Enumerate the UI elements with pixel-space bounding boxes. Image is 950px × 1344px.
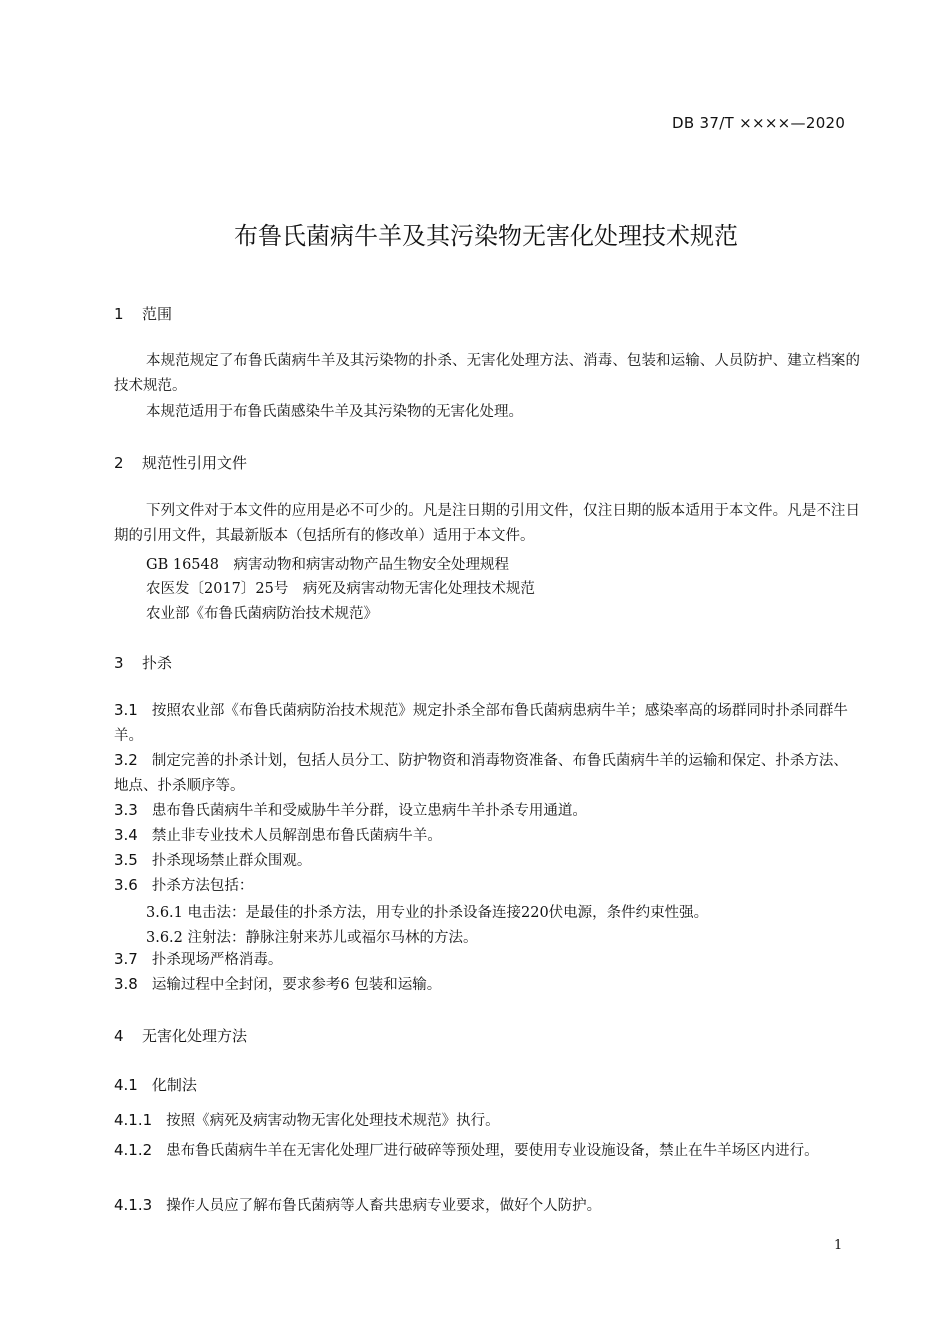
scope-paragraph: 本规范规定了布鲁氏菌病牛羊及其污染物的扑杀、无害化处理方法、消毒、包装和运输、人员防护、建立档案的技术规范。 <box>114 353 860 394</box>
document-title: 布鲁氏菌病牛羊及其污染物无害化处理技术规范 <box>234 222 738 250</box>
clause-number: 3.7 <box>114 950 138 968</box>
clause-text: 患布鲁氏菌病牛羊在无害化处理厂进行破碎等预处理，要使用专业设施设备，禁止在牛羊场区内进行。 <box>166 1143 819 1159</box>
section-4-heading <box>114 1025 247 1046</box>
section-1-heading <box>114 303 172 324</box>
clause-3-2 <box>114 748 860 799</box>
clause-3-5 <box>114 848 860 874</box>
section-title: 规范性引用文件 <box>142 454 248 472</box>
document-code: DB 37/T ××××—2020 <box>672 114 846 132</box>
clause-number: 3.6 <box>114 876 138 894</box>
reference-item: 农医发〔2017〕25号 病死及病害动物无害化处理技术规范 <box>146 581 535 597</box>
clause-text: 按照农业部《布鲁氏菌病防治技术规范》规定扑杀全部布鲁氏菌病患病牛羊；感染率高的场群同时扑杀同群牛羊。 <box>114 703 848 744</box>
section-2-heading <box>114 452 247 473</box>
clause-number: 3.5 <box>114 851 138 869</box>
section-title: 范围 <box>142 305 173 323</box>
clause-text: 扑杀方法包括： <box>151 878 254 894</box>
subclause-3-6-1: 3.6.1 电击法：是最佳的扑杀方法，用专业的扑杀设备连接220伏电源，条件约束性强。 <box>146 905 709 921</box>
clause-text: 患布鲁氏菌病牛羊和受威胁牛羊分群，设立患病牛羊扑杀专用通道。 <box>151 803 587 819</box>
clause-3-6 <box>114 873 860 899</box>
clause-number: 3.8 <box>114 975 138 993</box>
section-title: 无害化处理方法 <box>142 1027 248 1045</box>
clause-4-1-3 <box>114 1193 860 1219</box>
clause-number: 4.1.3 <box>114 1196 153 1214</box>
subsection-title: 化制法 <box>151 1076 197 1094</box>
scope-applicability: 本规范适用于布鲁氏菌感染牛羊及其污染物的无害化处理。 <box>146 404 523 420</box>
section-3-heading <box>114 652 172 673</box>
clause-3-1 <box>114 698 860 749</box>
clause-number: 4.1.2 <box>114 1141 153 1159</box>
section-number: 3 <box>114 654 124 672</box>
clause-text: 制定完善的扑杀计划，包括人员分工、防护物资和消毒物资准备、布鲁氏菌病牛羊的运输和保定、扑杀方法、地点、扑杀顺序等。 <box>114 753 848 794</box>
section-number: 2 <box>114 454 124 472</box>
clause-3-8 <box>114 972 860 998</box>
clause-text: 禁止非专业技术人员解剖患布鲁氏菌病牛羊。 <box>151 828 442 844</box>
clause-text: 扑杀现场严格消毒。 <box>151 952 283 968</box>
subclause-3-6-2: 3.6.2 注射法：静脉注射来苏儿或福尔马林的方法。 <box>146 930 478 946</box>
clause-number: 3.3 <box>114 801 138 819</box>
section-number: 1 <box>114 305 124 323</box>
clause-text: 操作人员应了解布鲁氏菌病等人畜共患病专业要求，做好个人防护。 <box>166 1198 602 1214</box>
section-number: 4 <box>114 1027 124 1045</box>
clause-number: 3.1 <box>114 701 138 719</box>
clause-text: 按照《病死及病害动物无害化处理技术规范》执行。 <box>166 1113 500 1129</box>
page-number: 1 <box>834 1238 843 1253</box>
clause-3-7 <box>114 947 860 973</box>
reference-item: GB 16548 病害动物和病害动物产品生物安全处理规程 <box>146 557 509 573</box>
clause-number: 3.4 <box>114 826 138 844</box>
section-title: 扑杀 <box>142 654 173 672</box>
clause-text: 扑杀现场禁止群众围观。 <box>151 853 312 869</box>
clause-number: 3.2 <box>114 751 138 769</box>
reference-item: 农业部《布鲁氏菌病防治技术规范》 <box>146 606 378 622</box>
clause-3-3 <box>114 798 860 824</box>
clause-3-4 <box>114 823 860 849</box>
subsection-number: 4.1 <box>114 1076 138 1094</box>
clause-number: 4.1.1 <box>114 1111 153 1129</box>
clause-text: 运输过程中全封闭，要求参考6 包装和运输。 <box>151 977 442 993</box>
normative-paragraph: 下列文件对于本文件的应用是必不可少的。凡是注日期的引用文件，仅注日期的版本适用于本文件。凡是不注日期的引用文件，其最新版本（包括所有的修改单）适用于本文件。 <box>114 503 860 544</box>
subsection-4-1-heading <box>114 1074 197 1095</box>
clause-4-1-2 <box>114 1138 860 1164</box>
clause-4-1-1 <box>114 1108 860 1134</box>
